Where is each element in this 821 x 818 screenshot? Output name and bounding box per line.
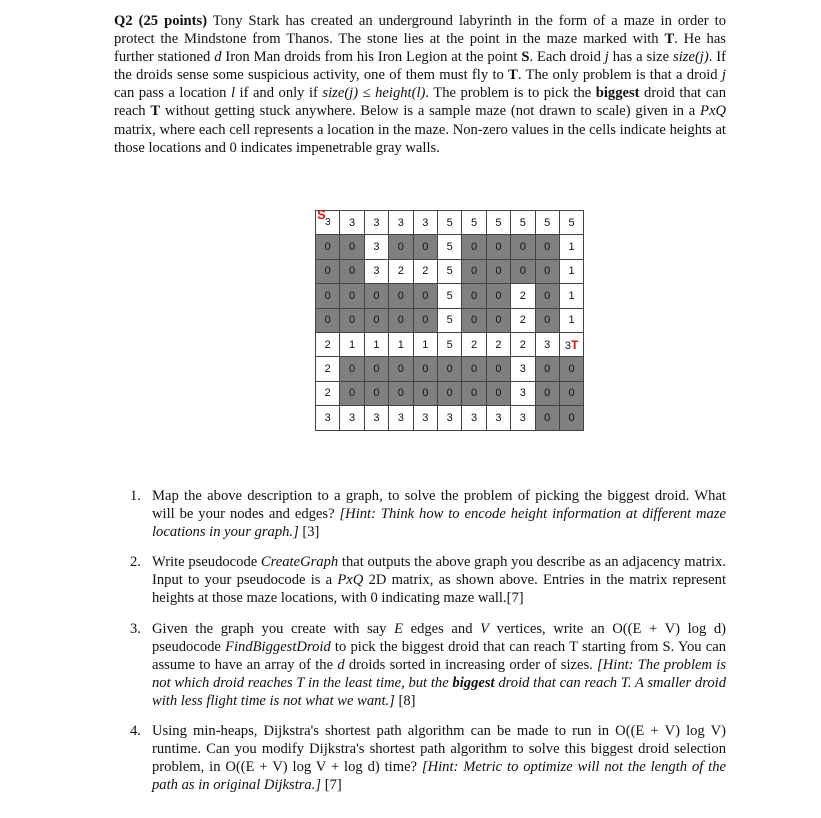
maze-cell: 0 xyxy=(389,381,413,405)
maze-cell: 5 xyxy=(437,308,461,332)
maze-cell: 5 xyxy=(535,211,559,235)
question-item-4: 4. Using min-heaps, Dijkstra's shortest path algorithm can be made to run in O((E + V) log V) runtime. Can you modify Dijkstra's shortest path algorithm to solve this biggest droid selection problem, in O((E + V) log V + log d) time? [Hint: Metric to optimize will not the length of the path as in original Dijkstra.] [7] xyxy=(130,723,726,794)
maze-cell: 0 xyxy=(462,308,486,332)
maze-cell: 0 xyxy=(389,308,413,332)
maze-cell: 0 xyxy=(340,381,364,405)
maze-cell: 0 xyxy=(535,284,559,308)
maze-cell: 0 xyxy=(316,284,340,308)
question-item-2: 2. Write pseudocode CreateGraph that outputs the above graph you describe as an adjacency matrix. Input to your pseudocode is a PxQ 2D matrix, as shown above. Entries in the matrix represent heights at those maze locations, with 0 indicating maze wall.[7] xyxy=(130,554,726,607)
maze-cell: 1 xyxy=(559,308,583,332)
question-item-1: 1. Map the above description to a graph, to solve the problem of picking the biggest droid. What will be your nodes and edges? [Hint: Think how to encode height information at different maze locations in your graph.] [3] xyxy=(130,488,726,541)
maze-cell: 3 xyxy=(511,381,535,405)
maze-cell: 0 xyxy=(316,308,340,332)
maze-cell: 0 xyxy=(486,284,510,308)
function-name: FindBiggestDroid xyxy=(225,638,331,655)
maze-cell: 2 xyxy=(413,259,437,283)
hint: [Hint: The problem is not which droid reaches T in the least time, but the xyxy=(152,656,726,691)
maze-cell: 0 xyxy=(535,259,559,283)
maze-row xyxy=(316,259,584,283)
maze-row xyxy=(316,332,584,356)
maze-cell: 3 xyxy=(511,406,535,430)
maze-grid xyxy=(315,207,584,431)
maze-cell: 3 xyxy=(486,406,510,430)
problem-statement: Q2 (25 points) Tony Stark has created an underground labyrinth in the form of a maze in order to protect the Mindstone from Thanos. The stone lies at the point in the maze marked with T. He has further stationed d Iron Man droids from his Iron Legion at the point S. Each droid j has a size size(j). If the droids sense some suspicious activity, one of them must fly to T. The only problem is that a droid j can pass a location l if and only if size(j) ≤ height(l). The problem is to pick the biggest droid that can reach T without getting stuck anywhere. Below is a sample maze (not drawn to scale) given in a PxQ matrix, where each cell represents a location in the maze. Non-zero values in the cells indicate heights at those locations and 0 indicates impenetrable gray walls. xyxy=(114,13,726,156)
maze-cell: 0 xyxy=(462,357,486,381)
maze-cell: 0 xyxy=(462,284,486,308)
maze-cell: 0 xyxy=(511,235,535,259)
maze-cell: 3 xyxy=(364,235,388,259)
maze-cell: 3 xyxy=(389,406,413,430)
target-marker: T xyxy=(570,337,579,352)
maze-cell: 0 xyxy=(535,235,559,259)
maze-cell: 0 xyxy=(437,357,461,381)
question-label: Q2 (25 points) xyxy=(114,13,208,29)
maze-cell: 0 xyxy=(316,259,340,283)
maze-cell: 3 xyxy=(364,259,388,283)
maze-cell: 5 xyxy=(437,259,461,283)
maze-cell: 1 xyxy=(413,332,437,356)
maze-cell: 2 xyxy=(389,259,413,283)
maze-cell xyxy=(316,207,340,235)
maze-cell: 0 xyxy=(340,308,364,332)
maze-row xyxy=(316,357,584,381)
maze-cell: 3 xyxy=(364,211,388,235)
maze-cell: 0 xyxy=(364,381,388,405)
maze-cell: 3 xyxy=(511,357,535,381)
maze-cell: 5 xyxy=(437,211,461,235)
maze-cell: 0 xyxy=(364,308,388,332)
maze-cell: 3 xyxy=(535,332,559,356)
maze-cell: 5 xyxy=(437,284,461,308)
maze-cell: 3 xyxy=(389,211,413,235)
maze-cell: 2 xyxy=(511,284,535,308)
maze-cell: 0 xyxy=(364,284,388,308)
maze-cell: 0 xyxy=(340,357,364,381)
maze-cell: 0 xyxy=(364,357,388,381)
maze-cell: 0 xyxy=(486,235,510,259)
maze-cell: 3 xyxy=(462,406,486,430)
cell-value: 3 xyxy=(325,217,331,228)
maze-cell: 1 xyxy=(559,284,583,308)
maze-cell xyxy=(559,332,583,356)
start-marker: S xyxy=(317,207,326,222)
hint: [Hint: Metric to optimize will not the length of the path as in original Dijkstra.] xyxy=(152,759,726,794)
maze-row xyxy=(316,406,584,430)
maze-cell: 5 xyxy=(462,211,486,235)
maze-cell: 0 xyxy=(340,259,364,283)
maze-cell: 0 xyxy=(486,259,510,283)
maze-cell: 3 xyxy=(316,406,340,430)
maze-cell: 0 xyxy=(437,381,461,405)
function-name: CreateGraph xyxy=(260,554,339,571)
hint: [Hint: Think how to encode height information at different maze locations in your graph.] xyxy=(152,506,726,541)
maze-cell: 5 xyxy=(511,211,535,235)
maze-cell: 0 xyxy=(462,235,486,259)
maze-cell: 0 xyxy=(413,381,437,405)
maze-cell: 0 xyxy=(535,308,559,332)
maze-cell: 0 xyxy=(486,381,510,405)
maze-cell: 0 xyxy=(559,357,583,381)
maze-cell: 0 xyxy=(535,381,559,405)
question-list xyxy=(130,487,726,806)
maze-row xyxy=(316,284,584,308)
cell-value: 3 xyxy=(564,339,571,352)
maze-cell: 0 xyxy=(340,284,364,308)
maze-cell: 0 xyxy=(316,235,340,259)
maze-cell: 0 xyxy=(340,235,364,259)
maze-cell: 1 xyxy=(364,332,388,356)
maze-cell: 3 xyxy=(364,406,388,430)
maze-cell: 0 xyxy=(486,357,510,381)
maze-row xyxy=(316,211,584,235)
maze-cell: 5 xyxy=(437,332,461,356)
maze-cell: 0 xyxy=(535,357,559,381)
maze-cell: 0 xyxy=(486,308,510,332)
maze-cell: 2 xyxy=(316,381,340,405)
maze-cell: 2 xyxy=(316,332,340,356)
maze-cell: 2 xyxy=(511,308,535,332)
maze-cell: 2 xyxy=(511,332,535,356)
maze-cell: 1 xyxy=(389,332,413,356)
maze-cell: 0 xyxy=(413,235,437,259)
maze-cell: 0 xyxy=(559,381,583,405)
maze-cell: 3 xyxy=(340,406,364,430)
maze-cell: 1 xyxy=(559,235,583,259)
maze-cell: 1 xyxy=(340,332,364,356)
maze-cell: 0 xyxy=(511,259,535,283)
maze-cell: 0 xyxy=(535,406,559,430)
maze-cell: 2 xyxy=(486,332,510,356)
maze-cell: 0 xyxy=(389,284,413,308)
maze-row xyxy=(316,308,584,332)
maze-cell: 5 xyxy=(486,211,510,235)
maze-row xyxy=(316,235,584,259)
maze-cell: 2 xyxy=(462,332,486,356)
maze-cell: 0 xyxy=(413,308,437,332)
maze-cell: 5 xyxy=(559,211,583,235)
maze-cell: 3 xyxy=(340,211,364,235)
maze-cell: 0 xyxy=(559,406,583,430)
maze-cell: 0 xyxy=(462,381,486,405)
maze-cell: 0 xyxy=(389,235,413,259)
maze-row xyxy=(316,381,584,405)
maze-cell: 2 xyxy=(316,357,340,381)
question-item-3: 3. Given the graph you create with say E edges and V vertices, write an O((E + V) log d) pseudocode FindBiggestDroid to pick the biggest droid that can reach T starting from S. You can assume to have an array of the d droids sorted in increasing order of sizes. [Hint: The problem is not which droid reaches T in the least time, but the biggest droid that can reach T. A smaller droid with less flight time is not what we want.] [8] xyxy=(130,620,727,709)
maze-cell: 0 xyxy=(413,284,437,308)
maze-cell: 0 xyxy=(389,357,413,381)
maze-cell: 3 xyxy=(437,406,461,430)
maze-cell: 0 xyxy=(413,357,437,381)
maze-cell: 0 xyxy=(462,259,486,283)
maze-cell: 1 xyxy=(559,259,583,283)
maze-cell: 5 xyxy=(437,235,461,259)
maze-cell: 3 xyxy=(413,211,437,235)
maze-cell: 3 xyxy=(413,406,437,430)
